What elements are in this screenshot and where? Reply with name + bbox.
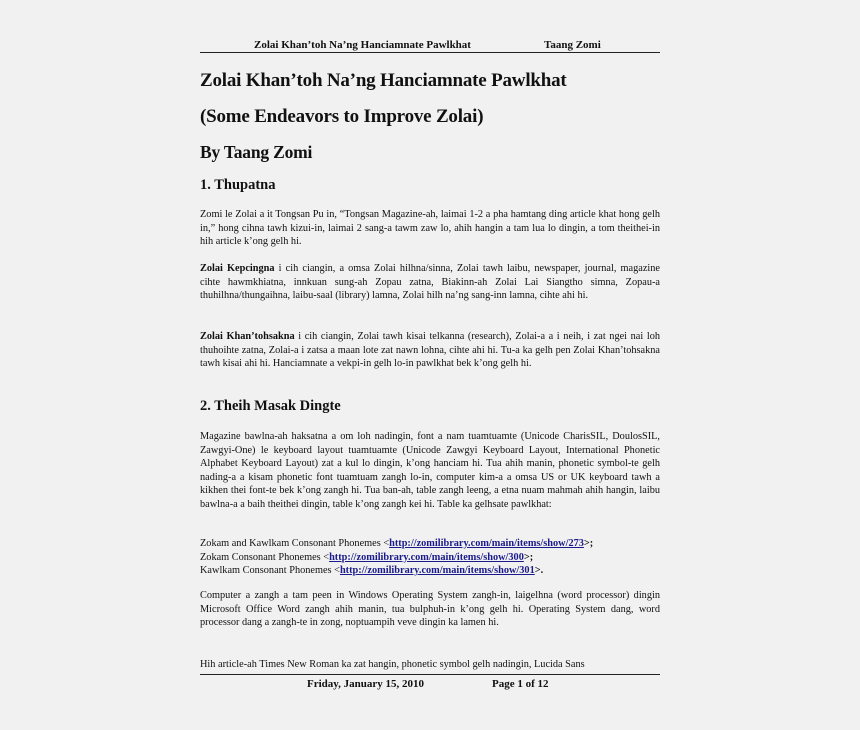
document-subtitle: (Some Endeavors to Improve Zolai) bbox=[200, 106, 484, 127]
term-kepcingna: Zolai Kepcingna bbox=[200, 263, 275, 274]
link-terminator: >; bbox=[583, 538, 594, 549]
paragraph-times-new-roman: Hih article-ah Times New Roman ka zat hangin, phonetic symbol gelh nadingin, Lucida Sans bbox=[200, 659, 585, 670]
section-heading-thupatna: 1. Thupatna bbox=[200, 177, 276, 193]
section-heading-theih-masak-dingte: 2. Theih Masak Dingte bbox=[200, 398, 341, 414]
page-footer bbox=[200, 674, 660, 695]
document-page bbox=[200, 30, 661, 690]
link-items-300[interactable]: http://zomilibrary.com/main/items/show/300 bbox=[329, 551, 524, 563]
link-label: Zokam and Kawlkam Consonant Phonemes < bbox=[200, 538, 390, 549]
paragraph-kepcingna-text: i cih ciangin, a omsa Zolai hilhna/sinna, Zolai tawh laibu, newspaper, journal, magazine cihte hawmkhiatna, innkuan sung-ah Zopau zatna, Biakinn-ah Zolai Lai Siangtho simna, Zopau-a thuhilhna/thungaihna, laibu-saal (library) lamna, Zolai hilh na’ng sang-inn lamna, cihte ahi hi. bbox=[200, 263, 660, 302]
footer-date: Friday, January 15, 2010 bbox=[307, 678, 425, 690]
running-header bbox=[200, 30, 660, 53]
link-line-301 bbox=[200, 564, 660, 578]
paragraph-khantohsakna-text: i cih ciangin, Zolai tawh kisai telkanna (research), Zolai-a a i neih, i zat ngei nai loh thuhoihte zatna, Zolai-a i zatsa a maan lote zat nawn lohna, cihte ahi hi. Tu-a ka gelh pen Zolai Khan’tohsakna tawh kisai ahi hi. Hanciamnate a vekpi-in gelh lo-in pawlkhat bek k’ong gelh hi. bbox=[200, 331, 661, 370]
document-title: Zolai Khan’toh Na’ng Hanciamnate Pawlkhat bbox=[200, 70, 567, 91]
document-author: By Taang Zomi bbox=[200, 142, 313, 162]
paragraph-operating-system: Computer a zangh a tam peen in Windows Operating System zangh-in, laigelhna (word processor) dingin Microsoft Office Word zangh ahih manin, tua bulphuh-in k’ong gelh hi. Operating System dang, word processor dang a zangh-te in zong, noptuampih veve dingin ka lamen hi. bbox=[200, 590, 660, 629]
table-links-list bbox=[200, 537, 660, 578]
term-khantohsakna: Zolai Khan’tohsakna bbox=[200, 331, 295, 342]
link-label: Kawlkam Consonant Phonemes < bbox=[200, 565, 340, 577]
link-items-273[interactable]: http://zomilibrary.com/main/items/show/273 bbox=[389, 538, 584, 549]
link-terminator: >; bbox=[523, 551, 534, 563]
paragraph-khantohsakna bbox=[200, 330, 660, 371]
footer-page-number: Page 1 of 12 bbox=[492, 678, 549, 690]
paragraph-kepcingna bbox=[200, 262, 660, 303]
paragraph-fonts: Magazine bawlna-ah haksatna a om loh nadingin, font a nam tuamtuamte (Unicode CharisSIL, DoulosSIL, Zawgyi-One) le keyboard layout tuamtuamte (Unicode Zawgyi Keyboard Layout, International Phonetic Alphabet Keyboard Layout) zat a kul lo dingin, k’ong hanciam hi. Tua ahih manin, phonetic symbol-te gelh nading-a a kisam phonetic font tuamtuam zangh lo-in, computer kim-a a omsa US or UK keyboard tawh a kikhen thei font-te bek k’ong zangh hi. Tua ban-ah, table zangh leeng, a etna nuam mahmah ahih hangin, laibu bawlna-a a baih theithei dingin, table k’ong zangh kei hi. Table ka gelhsate pawlkhat: bbox=[200, 431, 660, 510]
link-label: Zokam Consonant Phonemes < bbox=[200, 551, 330, 563]
link-line-273 bbox=[200, 537, 660, 551]
link-items-301[interactable]: http://zomilibrary.com/main/items/show/301 bbox=[339, 565, 535, 577]
paragraph-intro: Zomi le Zolai a it Tongsan Pu in, “Tongsan Magazine-ah, laimai 1-2 a pha hamtang ding article khat hong gelh in,” hong cihna tawh kizui-in, laimai 2 sang-a tawm zaw lo, ahih hangin a tam lua lo dingin, a tom theithei-in hih article k’ong gelh hi. bbox=[200, 209, 660, 248]
link-line-300 bbox=[200, 551, 660, 565]
header-title: Zolai Khan’toh Na’ng Hanciamnate Pawlkhat bbox=[254, 39, 471, 51]
link-terminator: >. bbox=[534, 565, 544, 577]
header-author: Taang Zomi bbox=[544, 39, 601, 51]
